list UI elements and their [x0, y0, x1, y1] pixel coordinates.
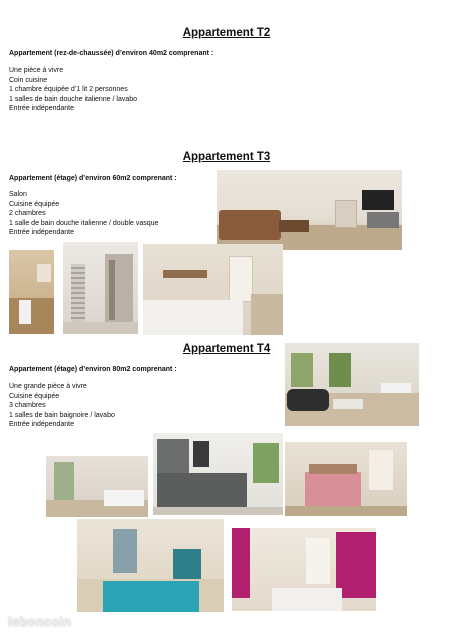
photo-t3-bathroom: [63, 242, 138, 334]
photo-t4-bedroom-pink: [285, 442, 407, 516]
list-item: Cuisine équipée: [9, 392, 60, 400]
photo-t3-kitchen: [9, 250, 54, 334]
photo-t4-dining: [46, 456, 148, 517]
section-title-t2: Appartement T2: [182, 27, 271, 39]
photo-t4-bedroom-fuchsia: [232, 528, 376, 611]
feature-list-t2: [9, 66, 137, 114]
list-item: 1 chambre équipée d’1 lit 2 personnes: [9, 86, 128, 94]
list-item: Cuisine équipée: [9, 200, 60, 208]
photo-t3-living-room: [217, 170, 402, 250]
photo-t4-bedroom-blue: [77, 519, 224, 612]
feature-list-t3: [9, 190, 158, 238]
list-item: 3 chambres: [9, 402, 46, 410]
section-subtitle-t3: Appartement (étage) d’environ 60m2 comprenant :: [9, 175, 177, 182]
list-item: 1 salles de bain douche italienne / lavabo: [9, 95, 138, 103]
section-title-t3: Appartement T3: [182, 151, 271, 163]
list-item: 1 salle de bain douche italienne / double vasque: [9, 219, 159, 227]
feature-list-t4: [9, 382, 115, 430]
list-item: Salon: [9, 191, 27, 198]
list-item: Entrée indépendante: [9, 105, 74, 113]
list-item: Coin cuisine: [9, 76, 48, 84]
list-item: 2 chambres: [9, 210, 46, 218]
list-item: Une pièce à vivre: [9, 67, 64, 74]
photo-t4-kitchen: [153, 433, 283, 515]
list-item: 1 salles de bain baignoire / lavabo: [9, 411, 115, 419]
photo-t4-living-room: [285, 343, 419, 426]
section-subtitle-t2: Appartement (rez-de-chaussée) d’environ 40m2 comprenant :: [9, 50, 214, 57]
section-subtitle-t4: Appartement (étage) d’environ 80m2 comprenant :: [9, 366, 177, 373]
watermark-logo: leboncoin: [8, 614, 72, 629]
section-title-t4: Appartement T4: [182, 343, 271, 355]
list-item: Entrée indépendante: [9, 421, 74, 429]
photo-t3-bedroom: [143, 244, 283, 335]
list-item: Une grande pièce à vivre: [9, 383, 87, 390]
list-item: Entrée indépendante: [9, 229, 74, 237]
